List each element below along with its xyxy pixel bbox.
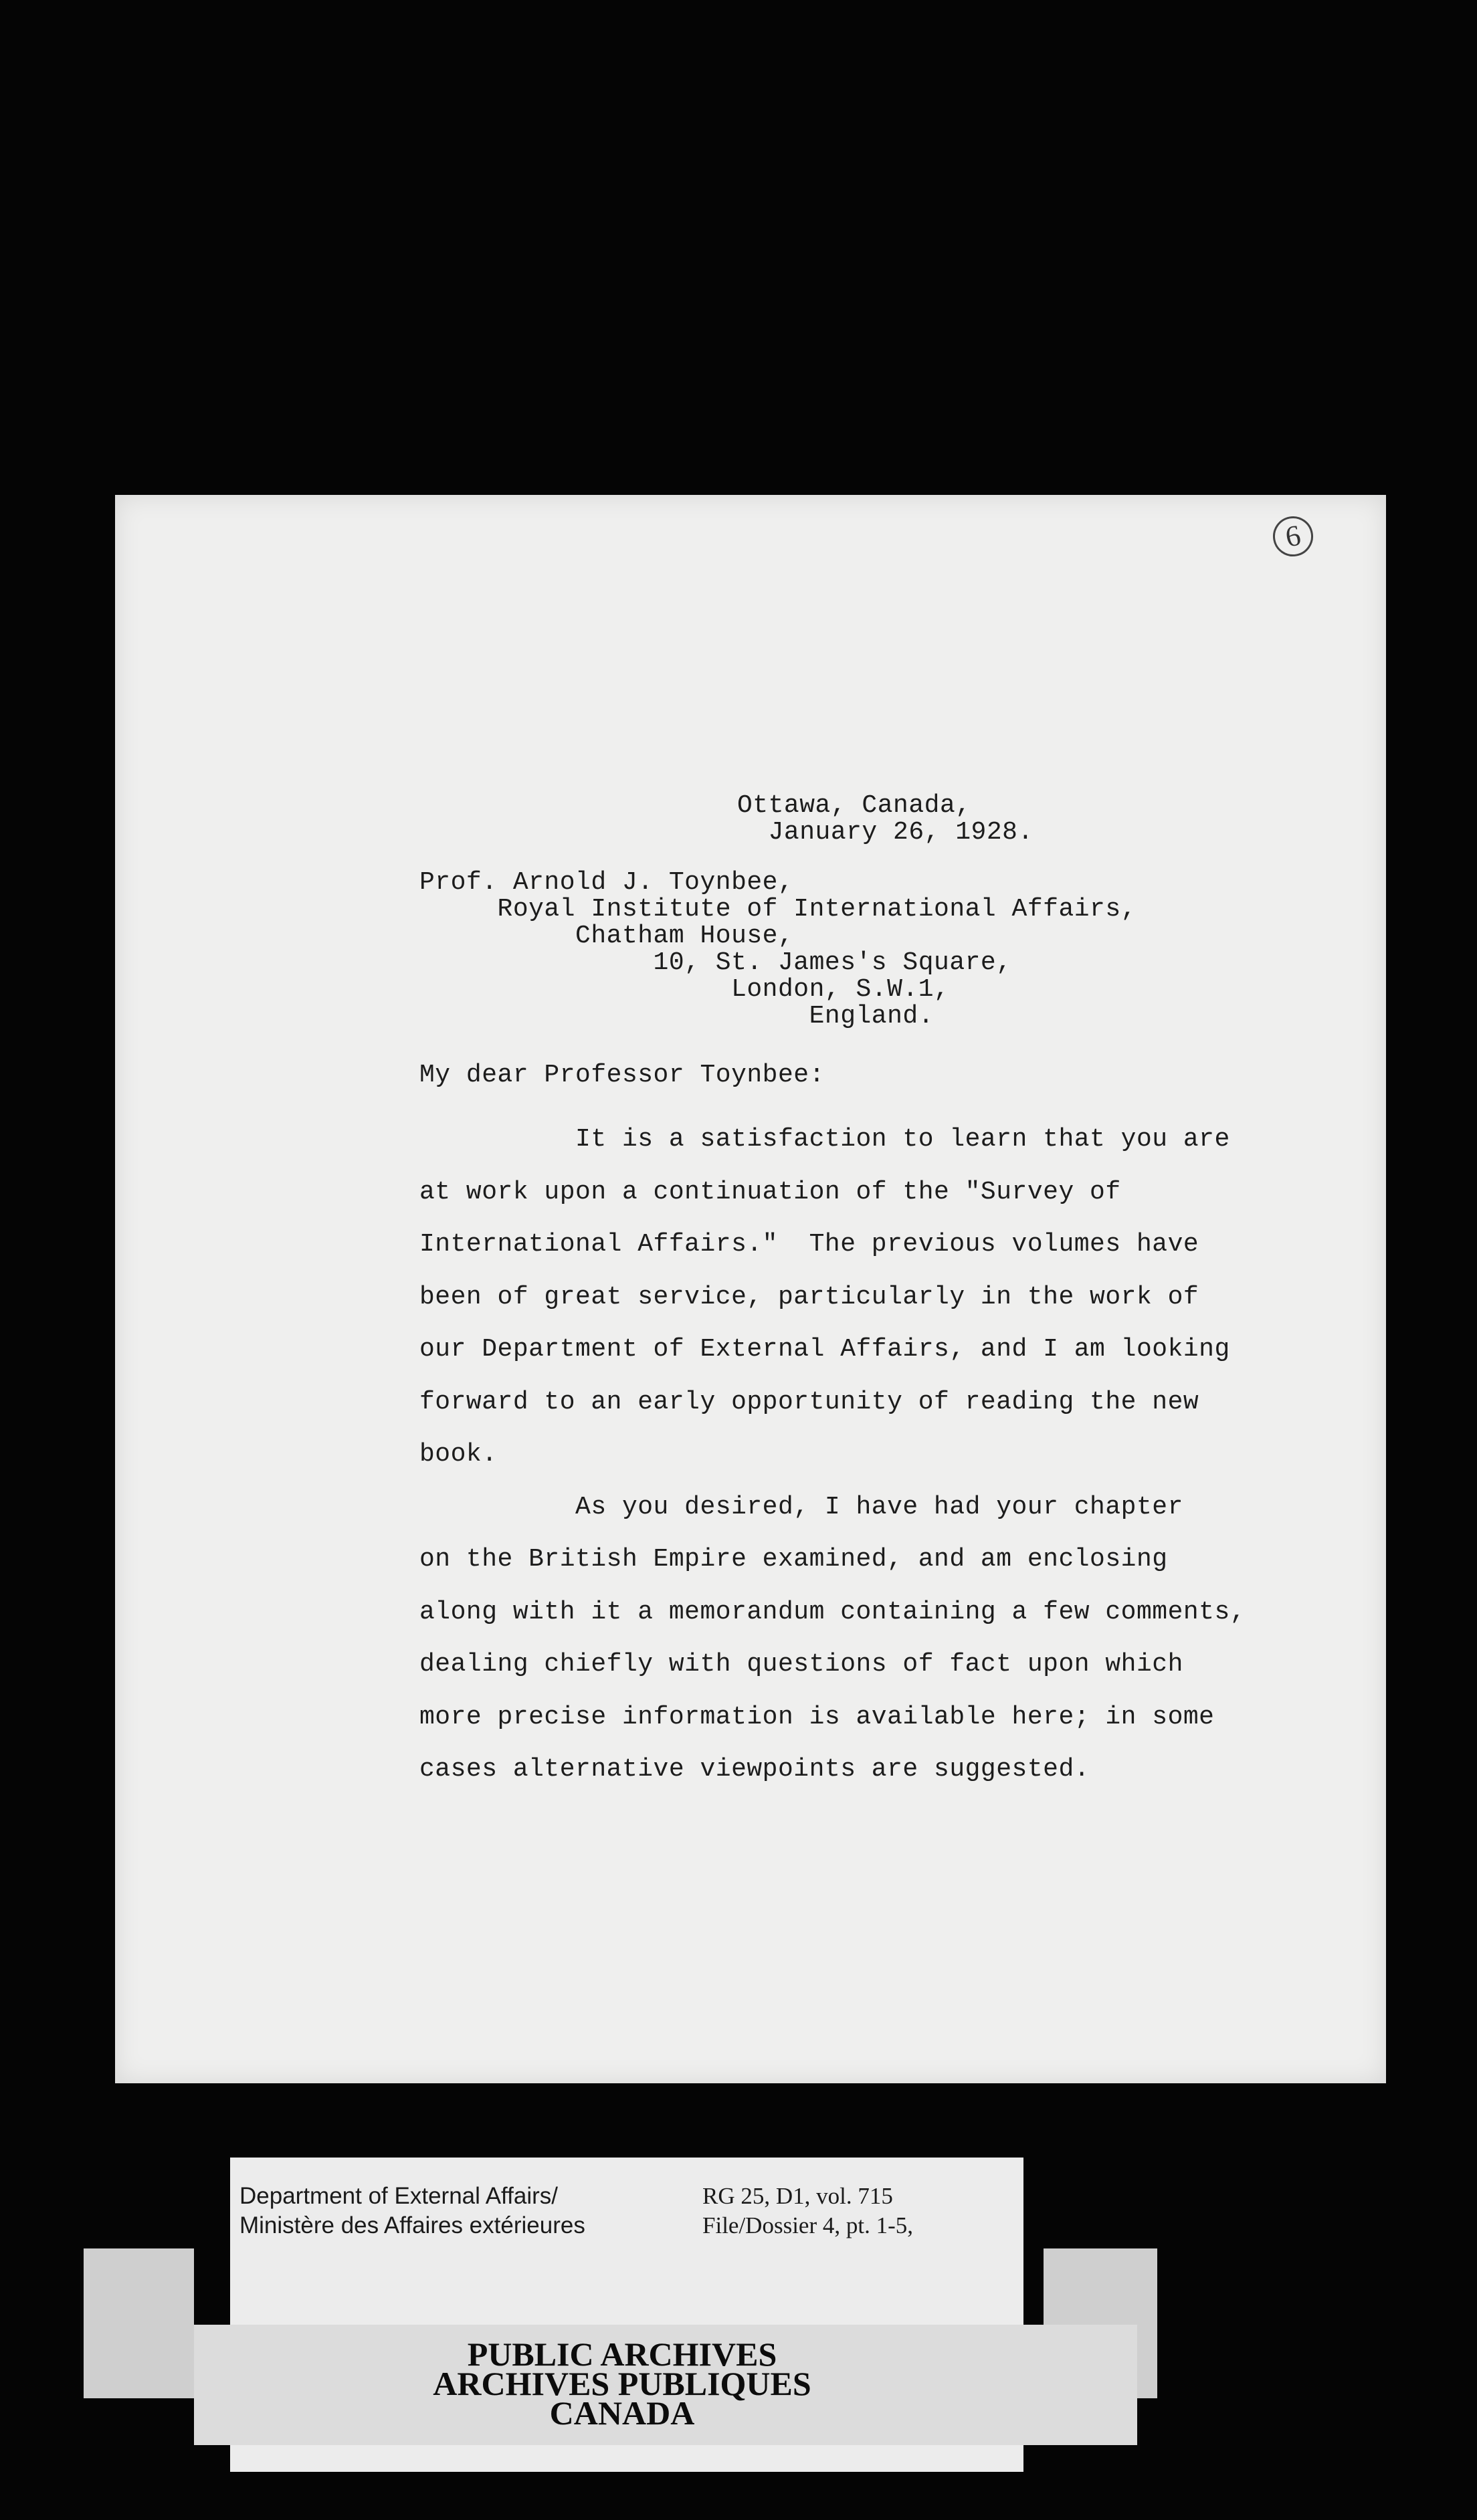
page-number-mark: 6	[1270, 513, 1316, 560]
body-line: at work upon a continuation of the "Survey of	[419, 1177, 1121, 1206]
body-line: more precise information is available here; in some	[419, 1702, 1215, 1731]
body-line: along with it a memorandum containing a few comments,	[419, 1597, 1246, 1626]
salutation: My dear Professor Toynbee:	[419, 1061, 825, 1089]
body-line: on the British Empire examined, and am enclosing	[419, 1545, 1168, 1574]
address-line: Prof. Arnold J. Toynbee,	[419, 868, 794, 897]
body-line: International Affairs." The previous volumes have	[419, 1230, 1199, 1259]
body-line: cases alternative viewpoints are suggested.	[419, 1755, 1090, 1784]
body-line: been of great service, particularly in the work of	[419, 1282, 1199, 1311]
stamp-line-fr: ARCHIVES PUBLIQUES	[433, 2365, 811, 2402]
record-group: RG 25, D1, vol. 715	[702, 2183, 893, 2209]
address-line: Chatham House,	[419, 922, 794, 950]
recipient-address	[419, 869, 1137, 1030]
address-line: England.	[419, 1002, 934, 1031]
date-block	[737, 793, 1033, 846]
date-line-place: Ottawa, Canada,	[737, 791, 971, 820]
archive-reference	[702, 2182, 913, 2240]
address-line: 10, St. James's Square,	[419, 948, 1012, 977]
archive-department	[239, 2182, 585, 2240]
body-line: As you desired, I have had your chapter	[419, 1492, 1183, 1521]
date-line-date: January 26, 1928.	[737, 818, 1033, 847]
letter-body	[419, 1114, 1246, 1796]
archives-stamp	[428, 2335, 816, 2432]
department-en: Department of External Affairs/	[239, 2183, 558, 2209]
file-dossier: File/Dossier 4, pt. 1-5,	[702, 2212, 913, 2238]
address-line: London, S.W.1,	[419, 975, 950, 1004]
body-line: forward to an early opportunity of reading the new	[419, 1387, 1199, 1416]
body-line: our Department of External Affairs, and I am looking	[419, 1335, 1230, 1364]
label-clip-left	[84, 2248, 194, 2398]
body-line: book.	[419, 1440, 498, 1469]
department-fr: Ministère des Affaires extérieures	[239, 2212, 585, 2238]
stamp-line-country: CANADA	[549, 2394, 695, 2432]
body-line: It is a satisfaction to learn that you are	[419, 1125, 1230, 1154]
body-line: dealing chiefly with questions of fact upon which	[419, 1650, 1183, 1679]
stamp-line-en: PUBLIC ARCHIVES	[467, 2335, 777, 2373]
address-line: Royal Institute of International Affairs,	[419, 895, 1137, 924]
